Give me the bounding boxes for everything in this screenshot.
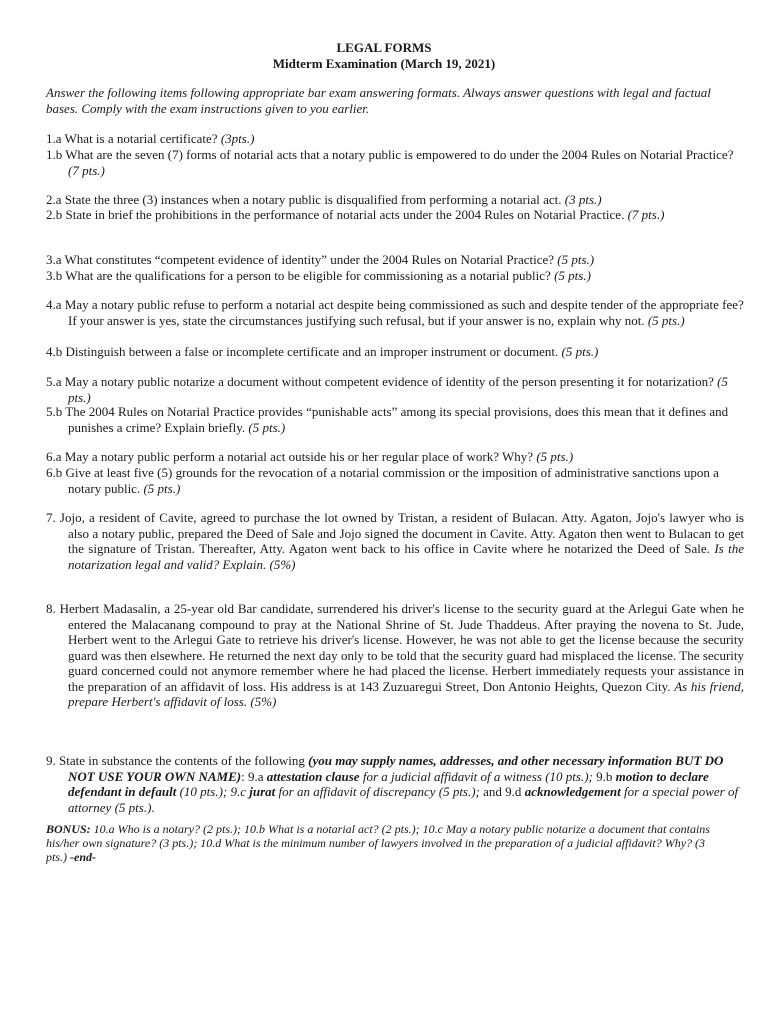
question-4b: 4.b Distinguish between a false or incomplete certificate and an improper instrument or document. (5 pts.) [46,344,599,359]
question-5b: 5.b The 2004 Rules on Notarial Practice provides “punishable acts” among its special provisions, does this mean that it defines and punishes a crime? Explain briefly. (5 pts.) [46,404,729,435]
exam-subtitle: Midterm Examination (March 19, 2021) [272,56,496,71]
question-7: 7. Jojo, a resident of Cavite, agreed to purchase the lot owned by Tristan, a resident of Bulacan. Atty. Agaton, Jojo's lawyer who is also a notary public, prepared the Deed of Sale and Jojo signed the document in Cavite. Atty. Agaton then went to Bulacan to get the signature of Tristan. Thereafter, Atty. Agaton went back to his office in Cavite where he notarized the Deed of Sale. Is the notarization legal and valid? Explain. (5%) [46,510,744,572]
question-9: 9. State in substance the contents of the following (you may supply names, addresses, and other necessary information BUT DO NOT USE YOUR OWN NAME): 9.a attestation clause for a judicial affidavit of a witness (10 pts.); 9.b motion to declare defendant in default (10 pts.); 9.c jurat for an affidavit of discrepancy (5 pts.); and 9.d acknowledgement for a special power of attorney (5 pts.). [46,753,739,815]
question-5a: 5.a May a notary public notarize a document without competent evidence of identity of the person presenting it for notarization? (5 pts.) [46,374,728,405]
bonus-section: BONUS: 10.a Who is a notary? (2 pts.); 10.b What is a notarial act? (2 pts.); 10.c May a notary public notarize a document that contains his/her own signature? (3 pts.); 10.d What is the minimum number of lawyers involved in the preparation of a judicial affidavit? Why? (3 pts.) -end- [46,822,710,864]
question-1a: 1.a What is a notarial certificate? (3pts.) [46,131,255,146]
question-8: 8. Herbert Madasalin, a 25-year old Bar candidate, surrendered his driver's license to the security guard at the Arlegui Gate when he entered the Malacanang compound to pray at the National Shrine of St. Jude Thaddeus. After praying the novena to St. Jude, Herbert went to the Arlegui Gate to retrieve his driver's license. However, he was not able to get the license because the security guard was then elsewhere. He returned the next day only to be told that the security guard had misplaced the license. The security guard concerned could not anymore remember where he had placed the license. Herbert immediately requests your assistance in the preparation of an affidavit of loss. His address is at 143 Zuzuaregui Street, Don Antonio Heights, Quezon City. As his friend, prepare Herbert's affidavit of loss. (5%) [46,601,744,709]
exam-title: LEGAL FORMS [336,40,432,55]
exam-instructions: Answer the following items following appropriate bar exam answering formats. Always answer questions with legal and factual bases. Comply with the exam instructions given to you earlier. [46,85,711,116]
question-1b: 1.b What are the seven (7) forms of notarial acts that a notary public is empowered to do under the 2004 Rules on Notarial Practice? (7 pts.) [46,147,734,178]
question-3a: 3.a What constitutes “competent evidence of identity” under the 2004 Rules on Notarial Practice? (5 pts.) [46,252,595,267]
question-2a: 2.a State the three (3) instances when a notary public is disqualified from performing a notarial act. (3 pts.) [46,192,602,207]
question-6b: 6.b Give at least five (5) grounds for the revocation of a notarial commission or the imposition of administrative sanctions upon a notary public. (5 pts.) [46,465,719,496]
question-6a: 6.a May a notary public perform a notarial act outside his or her regular place of work? Why? (5 pts.) [46,449,574,464]
question-4a: 4.a May a notary public refuse to perform a notarial act despite being commissioned as such and despite tender of the appropriate fee? If your answer is yes, state the circumstances justifying such refusal, but if your answer is no, explain why not. (5 pts.) [46,297,744,328]
question-2b: 2.b State in brief the prohibitions in the performance of notarial acts under the 2004 Rules on Notarial Practice. (7 pts.) [46,207,665,222]
question-3b: 3.b What are the qualifications for a person to be eligible for commissioning as a notarial public? (5 pts.) [46,268,591,283]
